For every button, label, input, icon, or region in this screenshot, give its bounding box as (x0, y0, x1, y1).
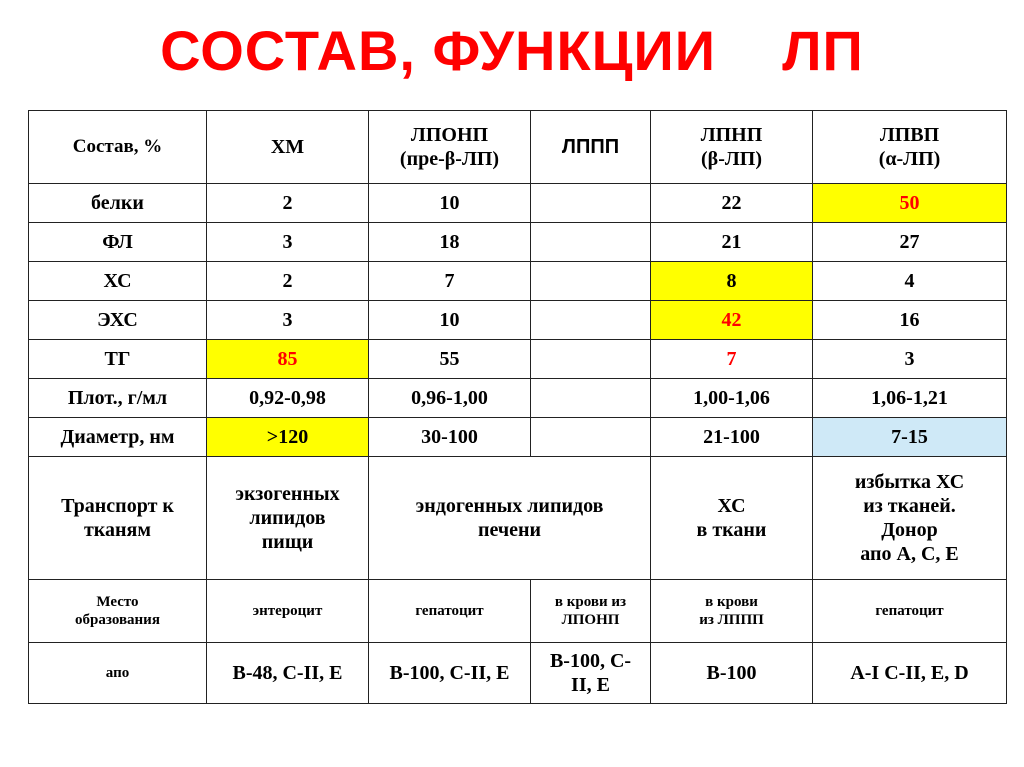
cell-proteins-lpvp: 50 (813, 184, 1007, 223)
cell-origin-lppp: в крови из ЛПОНП (531, 580, 651, 643)
cell-tg-hm: 85 (207, 340, 369, 379)
cell-tg-lponp: 55 (369, 340, 531, 379)
cell-tg-lpvp: 3 (813, 340, 1007, 379)
row-label-hs: ХС (29, 262, 207, 301)
page-title: СОСТАВ, ФУНКЦИИ ЛП (160, 19, 864, 82)
cell-ehs-lpvp: 16 (813, 301, 1007, 340)
cell-apo-lpnp: B-100 (651, 643, 813, 704)
row-label-tg: ТГ (29, 340, 207, 379)
cell-apo-hm: B-48, C-II, E (207, 643, 369, 704)
cell-density-lppp (531, 379, 651, 418)
table-header-row (29, 111, 1007, 184)
header-lpvp: ЛПВП (α-ЛП) (813, 111, 1007, 184)
table-row (29, 643, 1007, 704)
row-label-density: Плот., г/мл (29, 379, 207, 418)
cell-fl-lppp (531, 223, 651, 262)
cell-fl-lponp: 18 (369, 223, 531, 262)
cell-proteins-lpnp: 22 (651, 184, 813, 223)
cell-diameter-lponp: 30-100 (369, 418, 531, 457)
cell-diameter-lpnp: 21-100 (651, 418, 813, 457)
table-row (29, 418, 1007, 457)
row-label-apo: апо (29, 643, 207, 704)
cell-proteins-hm: 2 (207, 184, 369, 223)
table-row (29, 379, 1007, 418)
cell-fl-lpvp: 27 (813, 223, 1007, 262)
row-label-transport: Транспорт к тканям (29, 457, 207, 580)
cell-hs-lppp (531, 262, 651, 301)
table-row (29, 223, 1007, 262)
header-lpnp: ЛПНП (β-ЛП) (651, 111, 813, 184)
table-row (29, 340, 1007, 379)
cell-origin-lpvp: гепатоцит (813, 580, 1007, 643)
cell-diameter-lpvp: 7-15 (813, 418, 1007, 457)
cell-ehs-lppp (531, 301, 651, 340)
row-label-origin: Место образования (29, 580, 207, 643)
cell-ehs-hm: 3 (207, 301, 369, 340)
cell-diameter-lppp (531, 418, 651, 457)
cell-hs-lpvp: 4 (813, 262, 1007, 301)
cell-hs-lponp: 7 (369, 262, 531, 301)
row-label-diameter: Диаметр, нм (29, 418, 207, 457)
header-lponp: ЛПОНП (пре-β-ЛП) (369, 111, 531, 184)
cell-proteins-lppp (531, 184, 651, 223)
cell-density-lpnp: 1,00-1,06 (651, 379, 813, 418)
table-row (29, 262, 1007, 301)
table-row (29, 301, 1007, 340)
cell-diameter-hm: >120 (207, 418, 369, 457)
cell-density-hm: 0,92-0,98 (207, 379, 369, 418)
row-label-fl: ФЛ (29, 223, 207, 262)
cell-apo-lppp: B-100, C- II, E (531, 643, 651, 704)
row-label-ehs: ЭХС (29, 301, 207, 340)
cell-proteins-lponp: 10 (369, 184, 531, 223)
cell-transport-lpvp: избытка ХС из тканей. Донор апо А, С, Е (813, 457, 1007, 580)
table-row (29, 580, 1007, 643)
cell-transport-lponp-lppp: эндогенных липидов печени (369, 457, 651, 580)
cell-origin-lpnp: в крови из ЛППП (651, 580, 813, 643)
lipoprotein-table (28, 110, 1007, 704)
header-lppp: ЛППП (531, 111, 651, 184)
cell-density-lpvp: 1,06-1,21 (813, 379, 1007, 418)
table-row (29, 457, 1007, 580)
cell-apo-lpvp: A-I C-II, E, D (813, 643, 1007, 704)
header-composition: Состав, % (29, 111, 207, 184)
cell-ehs-lponp: 10 (369, 301, 531, 340)
row-label-proteins: белки (29, 184, 207, 223)
cell-fl-lpnp: 21 (651, 223, 813, 262)
cell-apo-lponp: B-100, C-II, E (369, 643, 531, 704)
header-hm: ХМ (207, 111, 369, 184)
cell-ehs-lpnp: 42 (651, 301, 813, 340)
cell-hs-lpnp: 8 (651, 262, 813, 301)
cell-transport-lpnp: ХС в ткани (651, 457, 813, 580)
cell-origin-lponp: гепатоцит (369, 580, 531, 643)
cell-tg-lppp (531, 340, 651, 379)
table-row (29, 184, 1007, 223)
cell-tg-lpnp: 7 (651, 340, 813, 379)
cell-hs-hm: 2 (207, 262, 369, 301)
cell-fl-hm: 3 (207, 223, 369, 262)
cell-transport-hm: экзогенных липидов пищи (207, 457, 369, 580)
cell-origin-hm: энтероцит (207, 580, 369, 643)
cell-density-lponp: 0,96-1,00 (369, 379, 531, 418)
